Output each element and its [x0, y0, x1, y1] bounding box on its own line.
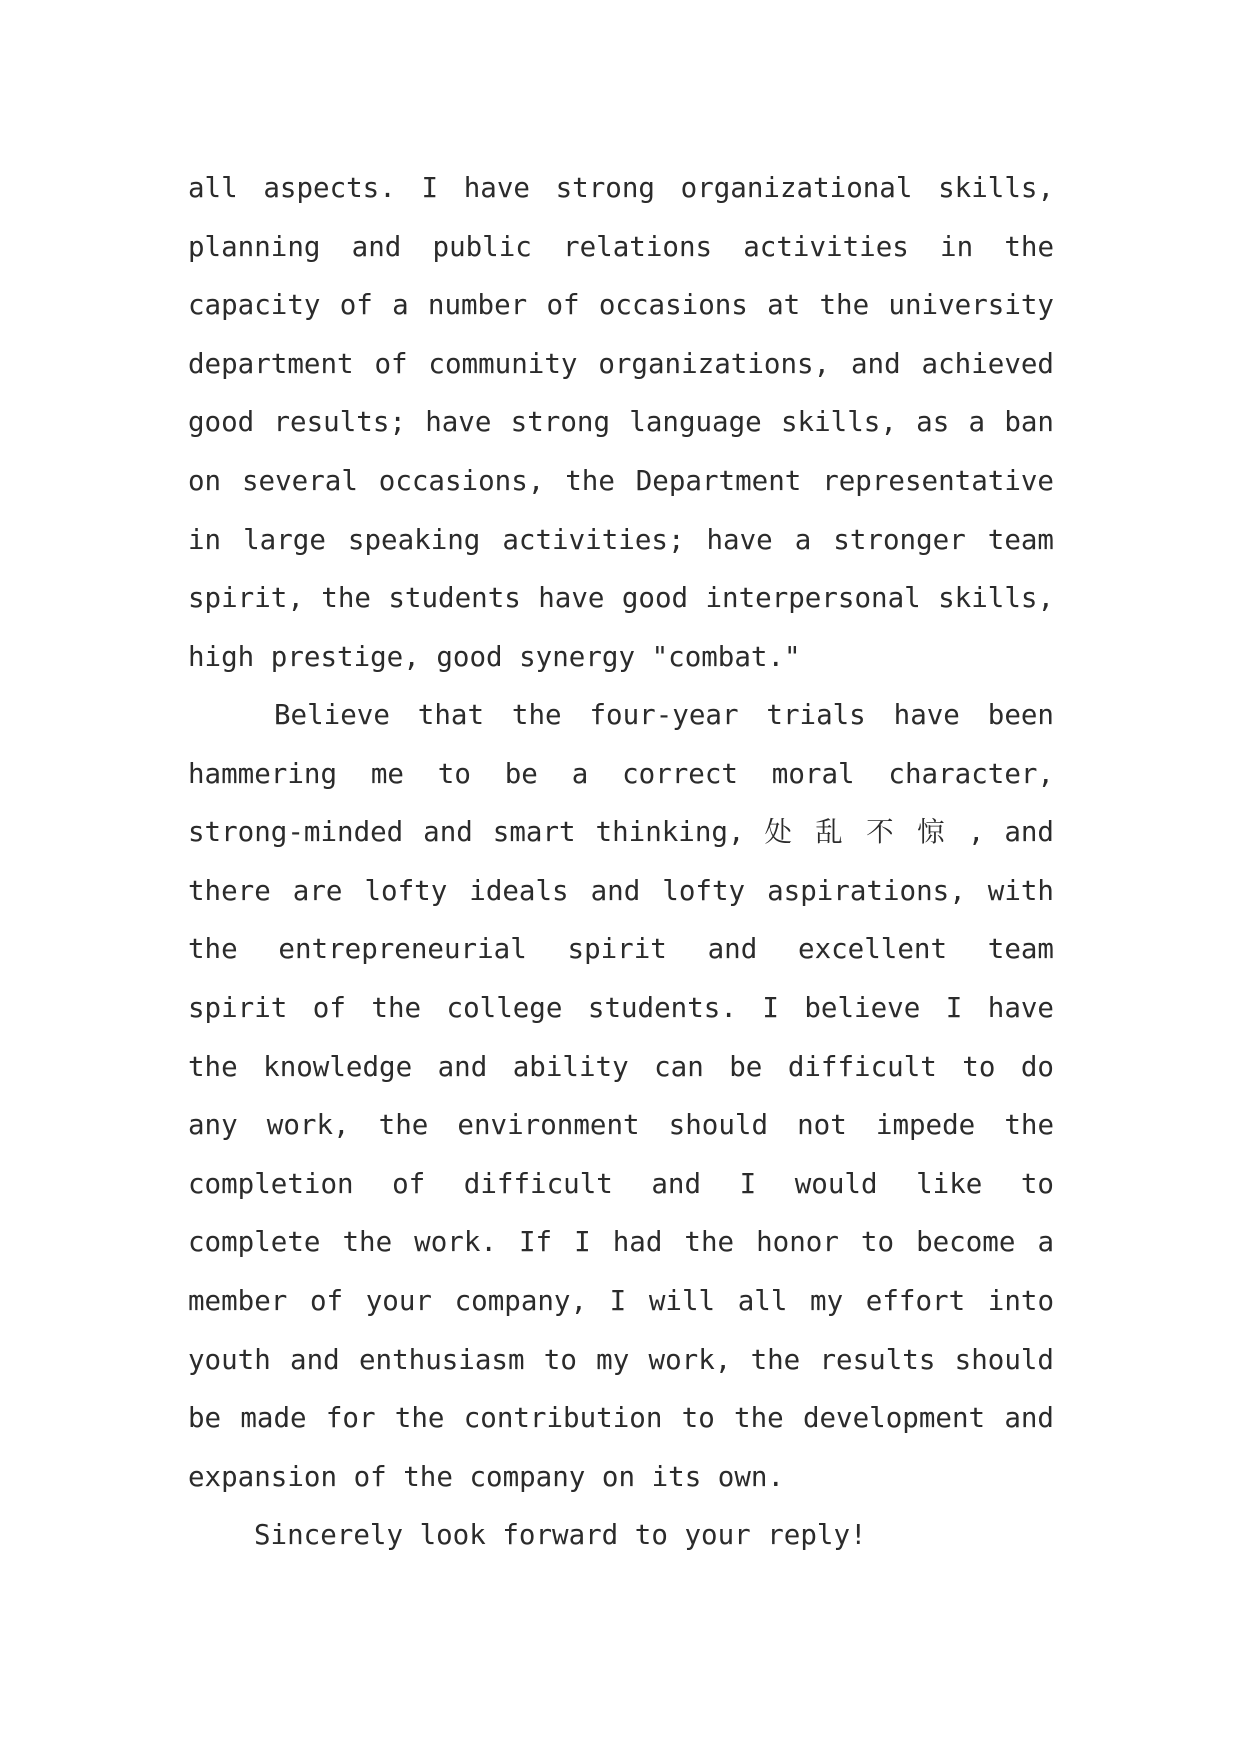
text-line: spirit, the students have good interpersonal skills,: [188, 582, 1054, 615]
text-line: high prestige, good synergy "combat.": [188, 640, 801, 673]
text-line: capacity of a number of occasions at the university: [188, 289, 1054, 322]
text-line: strong-minded and smart thinking, 处 乱 不 惊 , and: [188, 816, 1054, 849]
body-paragraph-1: [188, 159, 1054, 686]
text-line: complete the work. If I had the honor to become a: [188, 1226, 1054, 1259]
text-line: department of community organizations, and achieved: [188, 347, 1054, 380]
text-line: in large speaking activities; have a stronger team: [188, 523, 1054, 556]
text-line: the entrepreneurial spirit and excellent team: [188, 933, 1054, 966]
text-line: youth and enthusiasm to my work, the results should: [188, 1343, 1054, 1376]
text-line: planning and public relations activities in the: [188, 230, 1054, 263]
body-paragraph-2: [188, 686, 1054, 1506]
text-line: completion of difficult and I would like to: [188, 1167, 1054, 1200]
text-line: there are lofty ideals and lofty aspirations, with: [188, 874, 1054, 907]
text-line: any work, the environment should not impede the: [188, 1109, 1054, 1142]
text-line: expansion of the company on its own.: [188, 1460, 785, 1493]
text-line: on several occasions, the Department representative: [188, 464, 1054, 497]
closing-text: Sincerely look forward to your reply!: [254, 1519, 867, 1551]
text-line: member of your company, I will all my effort into: [188, 1284, 1054, 1317]
text-line: Believe that the four-year trials have been: [274, 699, 1054, 731]
text-line: spirit of the college students. I believe I have: [188, 991, 1054, 1024]
text-line: be made for the contribution to the development and: [188, 1402, 1054, 1435]
text-line: hammering me to be a correct moral character,: [188, 757, 1054, 790]
text-line: good results; have strong language skills, as a ban: [188, 406, 1054, 439]
text-line: all aspects. I have strong organizational skills,: [188, 172, 1054, 204]
text-line: the knowledge and ability can be difficult to do: [188, 1050, 1054, 1083]
closing-line: [254, 1506, 1120, 1565]
